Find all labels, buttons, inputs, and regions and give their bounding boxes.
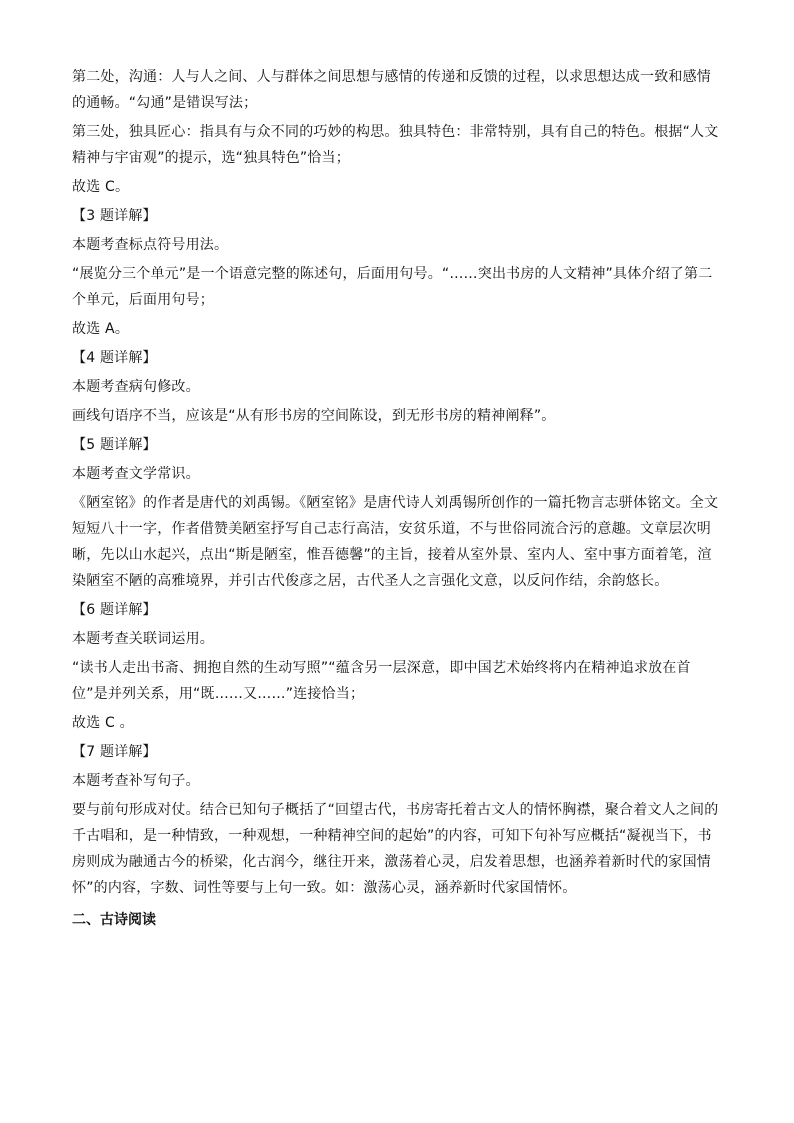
section-heading-poetry: 二、古诗阅读 (72, 912, 156, 928)
answer-q2: 故选 C。 (72, 179, 130, 195)
topic-q6: 本题考查关联词运用。 (72, 631, 214, 647)
explanation-q5: 《陋室铭》的作者是唐代的刘禹锡。《陋室铭》是唐代诗人刘禹锡所创作的一篇托物言志骈体铭文。全文短短八十一字，作者借赞美陋室抒写自己志行高洁，安贫乐道，不与世俗同流合污的意趣。文章层次明晰，先以山水起兴，点出“斯是陋室，惟吾德馨”的主旨，接着从室外景、室内人、室中事方面着笔，渲染陋室不陋的高雅境界，并引古代俊彦之居，古代圣人之言强化文意，以反问作结，余韵悠长。 (72, 495, 719, 589)
heading-q5: 【5 题详解】 (72, 437, 157, 453)
answer-q6: 故选 C 。 (72, 715, 134, 731)
answer-q3: 故选 A。 (72, 321, 130, 337)
paragraph-du-ju: 第三处，独具匠心：指具有与众不同的巧妙的构思。独具特色：非常特别，具有自己的特色。根据“人文精神与宇宙观”的提示，选“独具特色”恰当； (72, 124, 719, 166)
topic-q4: 本题考查病句修改。 (72, 379, 200, 395)
explanation-q6: “读书人走出书斋、拥抱自然的生动写照”“蕴含另一层深意，即中国艺术始终将内在精神追求放在首位”是并列关系，用“既……又……”连接恰当； (72, 660, 691, 702)
heading-q3: 【3 题详解】 (72, 208, 157, 224)
document-page (72, 64, 722, 933)
topic-q7: 本题考查补写句子。 (72, 773, 200, 789)
explanation-q7: 要与前句形成对仗。结合已知句子概括了“回望古代，书房寄托着古文人的情怀胸襟，聚合着文人之间的千古唱和，是一种情致，一种观想，一种精神空间的起始”的内容，可知下句补写应概括“凝视当下，书房则成为融通古今的桥梁，化古润今，继往开来，激荡着心灵，启发着思想，也涵养着新时代的家国情怀”的内容，字数、词性等要与上句一致。如：激荡心灵，涵养新时代家国情怀。 (72, 802, 719, 896)
paragraph-gou-tong: 第二处，沟通：人与人之间、人与群体之间思想与感情的传递和反馈的过程，以求思想达成一致和感情的通畅。“勾通”是错误写法； (72, 69, 711, 111)
explanation-q3: “展览分三个单元”是一个语意完整的陈述句，后面用句号。“……突出书房的人文精神”具体介绍了第二个单元，后面用句号； (72, 266, 713, 308)
heading-q7: 【7 题详解】 (72, 744, 157, 760)
topic-q3: 本题考查标点符号用法。 (72, 237, 229, 253)
topic-q5: 本题考查文学常识。 (72, 466, 200, 482)
heading-q4: 【4 题详解】 (72, 350, 157, 366)
explanation-q4: 画线句语序不当，应该是“从有形书房的空间陈设，到无形书房的精神阐释”。 (72, 408, 556, 424)
heading-q6: 【6 题详解】 (72, 602, 157, 618)
